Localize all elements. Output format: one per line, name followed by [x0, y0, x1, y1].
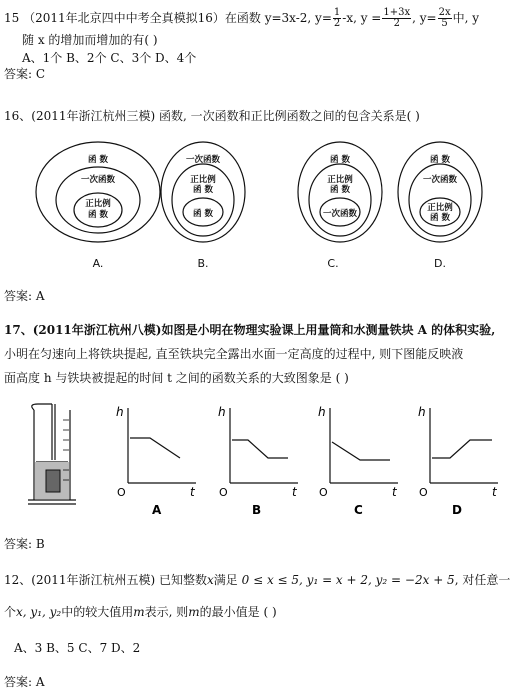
q12-l2-c: 表示, 则: [144, 605, 189, 619]
q12-var-m: m: [133, 605, 145, 619]
q12-var-m-2: m: [188, 605, 200, 619]
q16-opt-b: B.: [197, 257, 209, 270]
q17-graph-a-h: h: [116, 405, 124, 419]
q16-opt-a: A.: [92, 257, 104, 270]
q17-graph-d-o: O: [419, 486, 428, 499]
q17-graph-a-o: O: [117, 486, 126, 499]
q17-graph-b-line: [232, 440, 288, 458]
q12-var-x: x: [207, 573, 214, 587]
q16-c-prop1: 正比例: [327, 175, 353, 185]
q17-graph-b-o: O: [219, 486, 228, 499]
q16-d-prop2: 函 数: [430, 213, 450, 223]
q16-figure: [0, 140, 518, 275]
q15-line2: 随 x 的增加而增加的有( ): [22, 33, 158, 47]
q16-a-linear: 一次函数: [80, 175, 116, 185]
q17-graph-b: [218, 405, 298, 517]
q17-line1: 17、(2011年浙江杭州八模)如图是小明在物理实验课上用量筒和水测量铁块 A 的体积实验,: [4, 323, 496, 337]
q16-b-linear: 一次函数: [185, 155, 221, 165]
q16-stem: 16、(2011年浙江杭州三模) 函数, 一次函数和正比例函数之间的包含关系是( ): [4, 109, 420, 123]
q16-a-prop1: 正比例: [85, 199, 111, 209]
q16-b-func: 函 数: [193, 209, 213, 219]
q15-options: A、1个 B、2个 C、3个 D、4个: [22, 51, 197, 65]
q17-graph-d-line: [432, 440, 492, 458]
q15-suffix: 中, y: [452, 11, 480, 25]
q16-c-linear: 一次函数: [322, 209, 358, 219]
q15-mid1: -x, y =: [342, 11, 382, 25]
q17-line3: 面高度 h 与铁块被提起的时间 t 之间的函数关系的大致图象是 ( ): [4, 371, 349, 385]
q17-graph-c-h: h: [318, 405, 326, 419]
q12-l2-b: 中的较大值用: [61, 605, 134, 619]
q15-frac2: $\frac{1+3x}{2}$: [383, 7, 411, 29]
q12-l2-a: 个: [4, 605, 17, 619]
q12-cond: 0 ≤ x ≤ 5, y₁ = x + 2, y₂ = −2x + 5: [241, 573, 455, 587]
q12-l1-b: 满足: [213, 573, 238, 587]
q17-figure: [0, 400, 518, 520]
q17-graph-d-h: h: [418, 405, 426, 419]
q17-graph-c-t: t: [392, 485, 397, 499]
q12-l1-c: , 对任意一: [454, 573, 511, 587]
q17-graph-c: [318, 405, 398, 517]
q17-graph-c-line: [332, 442, 390, 460]
q17-graph-d: [418, 405, 498, 517]
q16-d-prop1: 正比例: [427, 203, 453, 213]
q17-graph-a-t: t: [190, 485, 195, 499]
q16-c-func: 函 数: [330, 155, 350, 165]
q16-b-prop2: 函 数: [193, 185, 213, 195]
q17-graph-b-h: h: [218, 405, 226, 419]
q12-options: A、3 B、5 C、7 D、2: [14, 641, 141, 655]
q17-line2: 小明在匀速向上将铁块提起, 直至铁块完全露出水面一定高度的过程中, 则下图能反映液: [4, 347, 464, 361]
q16-d-linear: 一次函数: [422, 175, 458, 185]
q17-graph-d-t: t: [492, 485, 497, 499]
q17-graph-b-opt: B: [252, 503, 262, 517]
q12-line2: [4, 604, 277, 620]
q16-opt-c: C.: [327, 257, 339, 270]
q16-a-prop2: 函 数: [88, 210, 108, 220]
q15-frac3: $\frac{2x}{5}$: [438, 7, 451, 29]
q15-frac1: $\frac{1}{2}$: [333, 7, 341, 29]
q16-a-func: 函 数: [88, 155, 108, 165]
q17-answer: 答案: B: [4, 537, 45, 551]
q12-l1-a: 12、(2011年浙江杭州五模) 已知整数: [4, 573, 207, 587]
q15-answer: 答案: C: [4, 67, 46, 81]
q12-answer: 答案: A: [4, 675, 45, 689]
q16-c-prop2: 函 数: [330, 185, 350, 195]
q17-graph-c-opt: C: [354, 503, 363, 517]
q17-graph-c-o: O: [319, 486, 328, 499]
q12-l2-d: 的最小值是 ( ): [199, 605, 277, 619]
q12-line1: [4, 572, 510, 588]
q12-vars: x, y₁, y₂: [16, 605, 62, 619]
q17-graph-d-opt: D: [452, 503, 462, 517]
q15-line1: [4, 8, 479, 29]
q17-graph-a-line: [130, 438, 180, 458]
q15-mid2: , y=: [412, 11, 437, 25]
q17-iron-block: [46, 470, 60, 492]
q17-graph-a: [116, 405, 196, 517]
q16-opt-d: D.: [434, 257, 446, 270]
q17-graph-a-opt: A: [152, 503, 162, 517]
q16-b-prop1: 正比例: [190, 175, 216, 185]
q17-graph-b-t: t: [292, 485, 297, 499]
q16-answer: 答案: A: [4, 289, 45, 303]
q15-prefix: 15 （2011年北京四中中考全真模拟16）在函数 y=3x-2, y=: [4, 11, 332, 25]
q16-d-func: 函 数: [430, 155, 450, 165]
